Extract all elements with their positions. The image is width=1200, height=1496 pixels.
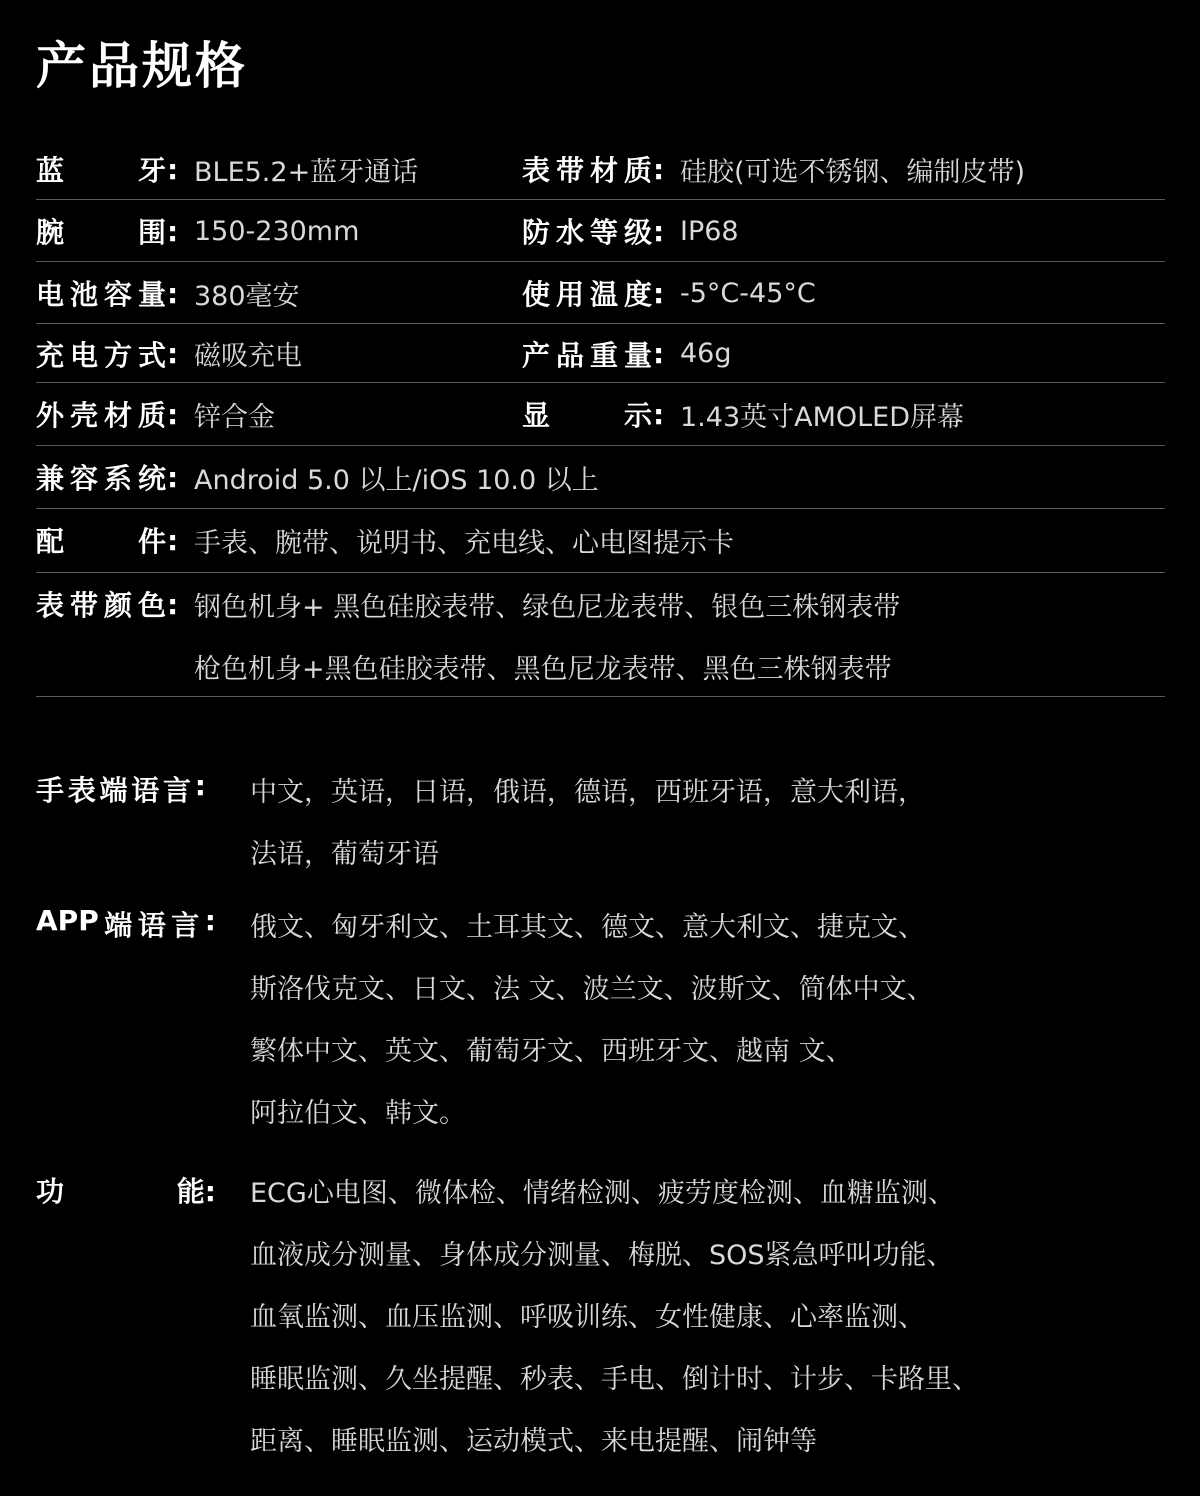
section-line: 距离、睡眠监测、运动模式、来电提醒、闹钟等	[250, 1425, 817, 1457]
spec-label: 表 带 颜 色 :	[36, 587, 179, 622]
section-label: 手 表 端 语 言 :	[36, 769, 206, 807]
section-line: 中文，英语，日语，俄语，德语，西班牙语，意大利语，	[250, 776, 925, 808]
spec-label: 显 示 :	[522, 397, 665, 432]
spec-row	[36, 324, 1165, 383]
section-line: 睡眠监测、久坐提醒、秒表、手电、倒计时、计步、卡路里、	[250, 1363, 979, 1395]
spec-label: 防 水 等 级 :	[522, 214, 665, 249]
section-line: 斯洛伐克文、日文、法 文、波兰文、波斯文、简体中文、	[250, 973, 934, 1005]
spec-value: 磁吸充电	[194, 341, 302, 372]
spec-row	[36, 200, 1165, 262]
spec-value: -5°C-45°C	[680, 277, 816, 309]
section-line: 法语，葡萄牙语	[250, 838, 439, 870]
page-title: 产品规格	[36, 37, 248, 95]
spec-value: 380毫安	[194, 280, 300, 312]
section-line: ECG心电图、微体检、情绪检测、疲劳度检测、血糖监测、	[250, 1177, 955, 1209]
section-line: 俄文、匈牙利文、土耳其文、德文、意大利文、捷克文、	[250, 911, 925, 943]
section-label: APP 端 语 言 :	[36, 904, 216, 942]
spec-label: 使 用 温 度 :	[522, 276, 665, 311]
spec-row	[36, 573, 1165, 697]
spec-value: Android 5.0 以上/iOS 10.0 以上	[194, 464, 599, 496]
spec-value: 手表、腕带、说明书、充电线、心电图提示卡	[194, 527, 734, 559]
section-line: 血氧监测、血压监测、呼吸训练、女性健康、心率监测、	[250, 1301, 925, 1333]
spec-label: 配 件 :	[36, 523, 179, 558]
spec-value: 150-230mm	[194, 215, 360, 247]
spec-value: 钢色机身+ 黑色硅胶表带、绿色尼龙表带、银色三株钢表带	[194, 591, 901, 623]
spec-value: 硅胶(可选不锈钢、编制皮带)	[680, 156, 1026, 188]
spec-label: 表 带 材 质 :	[522, 152, 665, 187]
section-line: 繁体中文、英文、葡萄牙文、西班牙文、越南 文、	[250, 1035, 853, 1067]
spec-value: 46g	[680, 338, 732, 369]
spec-label: 兼 容 系 统 :	[36, 460, 179, 495]
spec-label: 产 品 重 量 :	[522, 337, 665, 372]
spec-label: 腕 围 :	[36, 214, 179, 249]
section-label: 功 能:	[36, 1175, 216, 1208]
spec-label: 充 电 方 式 :	[36, 337, 179, 372]
section-line: 阿拉伯文、韩文。	[250, 1097, 466, 1129]
spec-row	[36, 138, 1165, 200]
spec-value: 锌合金	[194, 401, 275, 433]
spec-row	[36, 383, 1165, 446]
spec-table	[36, 138, 1165, 697]
spec-value: IP68	[680, 215, 739, 247]
section-line: 血液成分测量、身体成分测量、梅脱、SOS紧急呼叫功能、	[250, 1239, 954, 1271]
spec-label: 外 壳 材 质 :	[36, 397, 179, 432]
spec-row	[36, 509, 1165, 573]
spec-label: 电 池 容 量 :	[36, 276, 179, 311]
spec-row	[36, 446, 1165, 509]
spec-value: 1.43英寸AMOLED屏幕	[680, 401, 965, 433]
spec-label: 蓝 牙 :	[36, 152, 179, 187]
spec-value: BLE5.2+蓝牙通话	[194, 156, 419, 188]
spec-value: 枪色机身+黑色硅胶表带、黑色尼龙表带、黑色三株钢表带	[194, 653, 892, 685]
spec-row	[36, 262, 1165, 324]
